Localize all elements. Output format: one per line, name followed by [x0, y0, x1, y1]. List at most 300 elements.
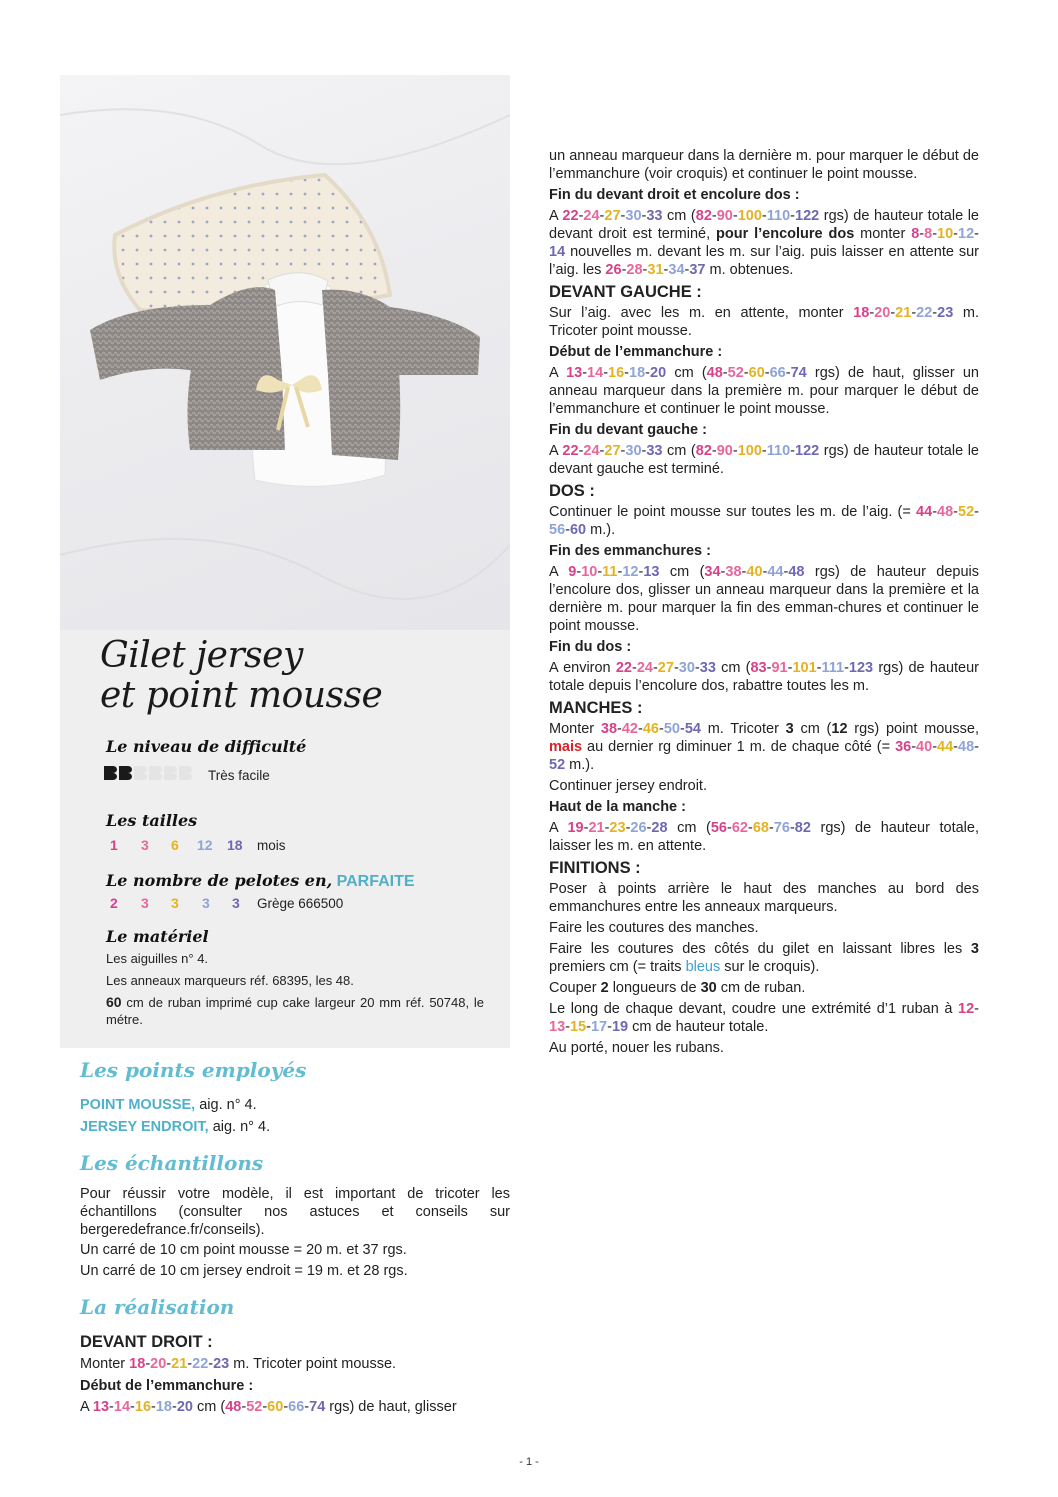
size-number: 27 [657, 660, 674, 676]
separator: - [645, 365, 650, 381]
size-value: 1 [110, 837, 118, 853]
balls-value: 3 [171, 895, 179, 911]
size-number: 83 [750, 660, 767, 676]
text-part: m. Tricoter point mousse. [229, 1356, 397, 1372]
size-number: 46 [642, 721, 659, 737]
material-heading: Le matériel [106, 927, 209, 946]
balls-value: 3 [232, 895, 240, 911]
text-part: longueurs de [608, 980, 701, 996]
size-number: 42 [621, 721, 638, 737]
section-heading: DOS : [549, 482, 595, 500]
size-number: 44 [916, 504, 933, 520]
size-number: 22 [562, 208, 579, 224]
emmanchure-text [80, 1398, 510, 1416]
size-number: 40 [916, 739, 933, 755]
paragraph [549, 819, 979, 855]
ribbon-text: cm de ruban imprimé cup cake largeur 20 mm réf. 50748, le métre. [106, 995, 484, 1027]
size-number: 12 [622, 564, 639, 580]
text-part: A [549, 564, 569, 580]
text-part: cm ( [793, 721, 832, 737]
pattern-title [100, 636, 382, 716]
size-number: 28 [651, 820, 668, 836]
sizes-unit: mois [257, 838, 286, 853]
size-number: 60 [267, 1399, 284, 1415]
ribbon-length: 60 [106, 994, 122, 1010]
size-number: 48 [225, 1399, 242, 1415]
size-number: 34 [668, 262, 685, 278]
separator: - [787, 660, 793, 676]
text-part: cm ( [192, 1399, 226, 1415]
size-number: 30 [678, 660, 695, 676]
text-part: monter [854, 226, 912, 242]
separator: - [151, 1399, 156, 1415]
separator: - [109, 1399, 114, 1415]
size-number: 52 [727, 365, 744, 381]
text-part: Continuer le point mousse sur toutes les m. de l’aig. (= [549, 504, 917, 520]
row-counts [696, 443, 819, 459]
text-part: cm de ruban. [716, 980, 806, 996]
separator: - [766, 660, 772, 676]
point-mousse-needle: aig. n° 4. [195, 1097, 257, 1113]
separator: - [565, 1019, 570, 1035]
size-number: 44 [937, 739, 954, 755]
size-number: 24 [636, 660, 653, 676]
cm-counts [567, 820, 667, 836]
separator: - [607, 1019, 612, 1035]
size-number: 66 [769, 365, 786, 381]
size-number: 28 [626, 262, 643, 278]
row-counts [225, 1399, 325, 1415]
separator: - [726, 820, 732, 836]
size-number: 10 [937, 226, 954, 242]
jersey-endroit [80, 1118, 510, 1136]
page-number: - 1 - [519, 1456, 539, 1468]
size-number: 37 [689, 262, 706, 278]
separator: - [722, 365, 728, 381]
text-part: sur le croquis). [720, 959, 820, 975]
separator: - [761, 208, 767, 224]
paragraph: Continuer jersey endroit. [549, 778, 707, 794]
separator: - [603, 365, 609, 381]
size-number: 122 [795, 208, 820, 224]
cardigan-photo-illustration [60, 75, 510, 630]
separator: - [586, 1019, 591, 1035]
size-number: 19 [567, 820, 584, 836]
size-number: 60 [569, 522, 587, 538]
separator: - [790, 443, 796, 459]
row-counts [696, 208, 819, 224]
size-number: 13 [549, 1019, 566, 1035]
size-number: 22 [562, 443, 579, 459]
size-number: 74 [790, 365, 807, 381]
size-number: 13 [643, 564, 660, 580]
separator: - [262, 1399, 268, 1415]
cm-counts [562, 208, 662, 224]
size-number: 15 [569, 1019, 587, 1035]
separator: - [578, 208, 584, 224]
separator: - [620, 208, 626, 224]
separator: - [172, 1399, 177, 1415]
stitch-counts [853, 305, 953, 321]
separator: - [919, 226, 925, 242]
size-number: 52 [958, 504, 975, 520]
separator: - [187, 1356, 193, 1372]
text-part: Le long de chaque devant, coudre une extrémité d’1 ruban à [549, 1001, 959, 1017]
size-number: 21 [171, 1356, 188, 1372]
text-part: premiers cm (= traits [549, 959, 686, 975]
size-number: 50 [663, 721, 680, 737]
paragraph: Poser à points arrière le haut des manches au bord des emmanchures entre les anneaux marqueurs. [549, 881, 979, 915]
separator: - [599, 208, 605, 224]
section-heading: Haut de la manche : [549, 799, 686, 815]
separator: - [789, 820, 795, 836]
size-number: 44 [767, 564, 784, 580]
size-number: 33 [646, 208, 663, 224]
separator: - [621, 262, 627, 278]
separator: - [953, 739, 959, 755]
section-heading: Début de l’emmanchure : [549, 344, 723, 360]
jersey-endroit-name: JERSEY ENDROIT, [80, 1119, 209, 1135]
text-part: rgs) de hauteur totale le devant droit est terminé, [549, 208, 979, 242]
section-heading: Fin du dos : [549, 639, 632, 655]
paragraph [549, 940, 979, 976]
separator: - [790, 208, 796, 224]
separator: - [974, 1001, 979, 1017]
size-number: 26 [605, 262, 622, 278]
text-part: A [549, 208, 563, 224]
paragraph: Au porté, nouer les rubans. [549, 1040, 724, 1056]
text-part: Monter [80, 1356, 130, 1372]
paragraph [549, 503, 979, 539]
separator: - [166, 1356, 172, 1372]
separator: - [599, 443, 605, 459]
separator: - [764, 365, 770, 381]
size-value: 12 [197, 837, 213, 853]
size-number: 62 [731, 820, 748, 836]
separator: - [641, 443, 647, 459]
size-number: 74 [309, 1399, 326, 1415]
size-number: 11 [602, 564, 618, 580]
size-number: 18 [155, 1399, 172, 1415]
separator: - [565, 522, 570, 538]
separator: - [783, 564, 789, 580]
size-number: 101 [792, 660, 817, 676]
text-part: cm ( [662, 443, 696, 459]
text-part: rgs) de haut, glisser un anneau marqueur dans la première m. pour marquer le début de l’emmanchure et continuer le point mousse. [549, 365, 979, 417]
size-number: 82 [695, 443, 712, 459]
size-number: 38 [600, 721, 618, 737]
size-number: 12 [958, 1001, 975, 1017]
size-number: 24 [583, 208, 600, 224]
separator: - [844, 660, 849, 676]
separator: - [741, 564, 747, 580]
paragraph [549, 207, 979, 279]
separator: - [732, 443, 738, 459]
separator: - [652, 660, 658, 676]
size-number: 56 [710, 820, 727, 836]
difficulty-mark-empty [134, 766, 147, 780]
yarn-color: Grège 666500 [257, 896, 344, 911]
separator: - [304, 1399, 310, 1415]
text-part: pour l’encolure dos [716, 226, 855, 242]
size-number: 13 [566, 365, 583, 381]
realisation-heading: La réalisation [80, 1295, 235, 1319]
text-part: Monter [549, 721, 601, 737]
section-heading: Fin des emmanchures : [549, 543, 711, 559]
text-part: rgs) de hauteur totale le devant gauche est terminé. [549, 443, 979, 477]
separator: - [283, 1399, 289, 1415]
text-part: cm ( [659, 564, 705, 580]
difficulty-heading: Le niveau de difficulté [106, 737, 307, 756]
product-photo [60, 75, 510, 630]
balls-value: 3 [202, 895, 210, 911]
jersey-endroit-needle: aig. n° 4. [208, 1119, 271, 1135]
material-ribbon [106, 994, 484, 1028]
separator: - [768, 820, 774, 836]
separator: - [663, 262, 669, 278]
separator: - [953, 504, 959, 520]
cm-counts [568, 564, 659, 580]
size-number: 23 [937, 305, 954, 321]
size-number: 33 [699, 660, 716, 676]
section-heading: Fin du devant gauche : [549, 422, 707, 438]
separator: - [932, 305, 938, 321]
separator: - [711, 443, 717, 459]
separator: - [604, 820, 610, 836]
separator: - [785, 365, 791, 381]
separator: - [642, 262, 648, 278]
paragraph [549, 304, 979, 340]
size-number: 12 [958, 226, 975, 242]
size-number: 27 [604, 208, 621, 224]
size-number: 22 [916, 305, 933, 321]
size-number: 48 [706, 365, 723, 381]
separator: - [641, 208, 647, 224]
section-heading: Fin du devant droit et encolure dos : [549, 187, 800, 203]
size-number: 17 [590, 1019, 608, 1035]
separator: - [638, 564, 644, 580]
separator: - [625, 820, 631, 836]
paragraph [549, 563, 979, 635]
text-part: cm ( [666, 365, 707, 381]
size-number: 8 [911, 226, 920, 242]
text-part: cm de hauteur totale. [628, 1019, 769, 1035]
size-number: 110 [766, 208, 791, 224]
text-part: Faire les coutures des côtés du gilet en laissant libres les [549, 941, 971, 957]
text-part: A [549, 820, 568, 836]
balls-heading-text: Le nombre de pelotes en, [106, 871, 333, 890]
cm-counts [566, 365, 666, 381]
separator: - [762, 564, 768, 580]
size-number: 16 [134, 1399, 152, 1415]
size-number: 10 [581, 564, 598, 580]
difficulty-mark-filled [104, 766, 117, 780]
row-counts [711, 820, 811, 836]
size-number: 100 [737, 208, 762, 224]
text-part: 2 [600, 980, 609, 996]
separator: - [890, 305, 896, 321]
text-part: 30 [700, 980, 717, 996]
size-number: 82 [695, 208, 712, 224]
difficulty-mark-filled [119, 766, 132, 780]
size-number: 30 [625, 208, 642, 224]
separator: - [576, 564, 582, 580]
text-part: 3 [785, 721, 794, 737]
size-number: 20 [150, 1356, 167, 1372]
size-number: 14 [549, 244, 566, 260]
text-part: cm ( [667, 820, 711, 836]
text-part: rgs) de hauteur depuis l’encolure dos, glisser un anneau marqueur dans la première et la dernière m. pour marquer la fin des emman-chures et continuer le point mousse. [549, 564, 980, 634]
text-part: m.). [565, 757, 595, 773]
size-number: 19 [611, 1019, 629, 1035]
sample-jersey: Un carré de 10 cm jersey endroit = 19 m. et 28 rgs. [80, 1263, 408, 1279]
size-number: 48 [937, 504, 954, 520]
text-part: m. Tricoter [700, 721, 786, 737]
text-part: A [80, 1399, 93, 1415]
text-part: Couper [549, 980, 601, 996]
separator: - [673, 660, 679, 676]
size-number: 123 [848, 660, 874, 676]
separator: - [743, 365, 749, 381]
difficulty-mark-empty [164, 766, 177, 780]
text-part: rgs) de hauteur totale, laisser les m. en attente. [549, 820, 979, 854]
size-number: 111 [821, 660, 845, 676]
text-part: m.). [586, 522, 616, 538]
separator: - [720, 564, 726, 580]
separator: - [911, 739, 917, 755]
yarn-name: PARFAITE [336, 873, 415, 890]
size-number: 48 [788, 564, 805, 580]
size-value: 18 [227, 837, 243, 853]
samples-heading: Les échantillons [80, 1151, 264, 1175]
paragraph [549, 720, 979, 774]
difficulty-rating [104, 765, 196, 781]
separator: - [130, 1399, 135, 1415]
separator: - [583, 820, 589, 836]
separator: - [145, 1356, 151, 1372]
size-number: 91 [771, 660, 788, 676]
size-number: 20 [650, 365, 667, 381]
size-number: 38 [725, 564, 742, 580]
separator: - [711, 208, 717, 224]
balls-heading [106, 871, 415, 891]
separator: - [620, 443, 626, 459]
row-counts [707, 365, 807, 381]
size-number: 18 [853, 305, 870, 321]
size-number: 52 [246, 1399, 263, 1415]
separator: - [932, 226, 938, 242]
size-number: 8 [924, 226, 933, 242]
devant-droit-heading: DEVANT DROIT : [80, 1333, 213, 1351]
separator: - [617, 564, 623, 580]
text-part: A environ [549, 660, 616, 676]
text-part: A [549, 443, 563, 459]
stitch-counts [605, 262, 705, 278]
separator: - [582, 365, 588, 381]
separator: - [597, 564, 603, 580]
size-number: 110 [766, 443, 791, 459]
size-number: 20 [176, 1399, 193, 1415]
cm-counts [616, 660, 716, 676]
size-number: 90 [716, 208, 733, 224]
difficulty-mark-empty [179, 766, 192, 780]
text-part: 12 [831, 721, 848, 737]
title-line-1: Gilet jersey [100, 635, 303, 676]
text-part: cm ( [715, 660, 751, 676]
size-number: 30 [625, 443, 642, 459]
size-value: 3 [141, 837, 149, 853]
instructions-right-column [549, 147, 979, 1060]
size-number: 122 [795, 443, 820, 459]
separator: - [241, 1399, 247, 1415]
text-part: Sur l’aig. avec les m. en attente, monter [549, 305, 854, 321]
text-part: mais [549, 739, 583, 755]
size-number: 14 [113, 1399, 131, 1415]
separator: - [869, 305, 875, 321]
size-number: 48 [958, 739, 975, 755]
paragraph [549, 364, 979, 418]
size-number: 90 [716, 443, 733, 459]
balls-value: 2 [110, 895, 118, 911]
separator: - [932, 504, 938, 520]
text-part: rgs) point mousse, [847, 721, 979, 737]
point-mousse [80, 1096, 510, 1114]
size-number: 27 [604, 443, 621, 459]
separator: - [684, 262, 690, 278]
size-number: 36 [895, 739, 912, 755]
separator: - [578, 443, 584, 459]
section-heading: DEVANT GAUCHE : [549, 283, 702, 301]
size-number: 76 [773, 820, 790, 836]
paragraph [549, 979, 979, 997]
size-number: 21 [588, 820, 605, 836]
separator: - [732, 208, 738, 224]
text-part: cm ( [662, 208, 696, 224]
separator: - [631, 660, 637, 676]
separator: - [974, 504, 979, 520]
text-part: 3 [970, 941, 979, 957]
samples-intro: Pour réussir votre modèle, il est important de tricoter les échantillons (consulter nos astuces et conseils sur bergeredefrance.fr/conseils). [80, 1186, 510, 1238]
paragraph [549, 659, 979, 695]
cm-counts [93, 1399, 193, 1415]
size-number: 18 [629, 365, 646, 381]
sample-mousse: Un carré de 10 cm point mousse = 20 m. et 37 rgs. [80, 1242, 407, 1258]
size-number: 100 [737, 443, 762, 459]
size-number: 9 [568, 564, 577, 580]
size-number: 18 [129, 1356, 146, 1372]
stitch-counts [129, 1356, 229, 1372]
size-number: 60 [748, 365, 765, 381]
section-heading: FINITIONS : [549, 859, 641, 877]
title-line-2: et point mousse [100, 675, 383, 716]
sizes-heading: Les tailles [106, 811, 198, 830]
difficulty-mark-empty [149, 766, 162, 780]
separator: - [911, 305, 917, 321]
devant-droit-text [80, 1355, 510, 1373]
separator: - [638, 721, 643, 737]
material-needles: Les aiguilles n° 4. [106, 951, 209, 966]
cm-counts [562, 443, 662, 459]
separator: - [646, 820, 652, 836]
size-number: 21 [895, 305, 912, 321]
text-part: m. obtenues. [705, 262, 794, 278]
stitch-counts [601, 721, 701, 737]
size-number: 54 [684, 721, 701, 737]
paragraph [549, 1000, 979, 1036]
paragraph: Faire les coutures des manches. [549, 920, 759, 936]
size-number: 82 [794, 820, 811, 836]
size-number: 68 [752, 820, 769, 836]
